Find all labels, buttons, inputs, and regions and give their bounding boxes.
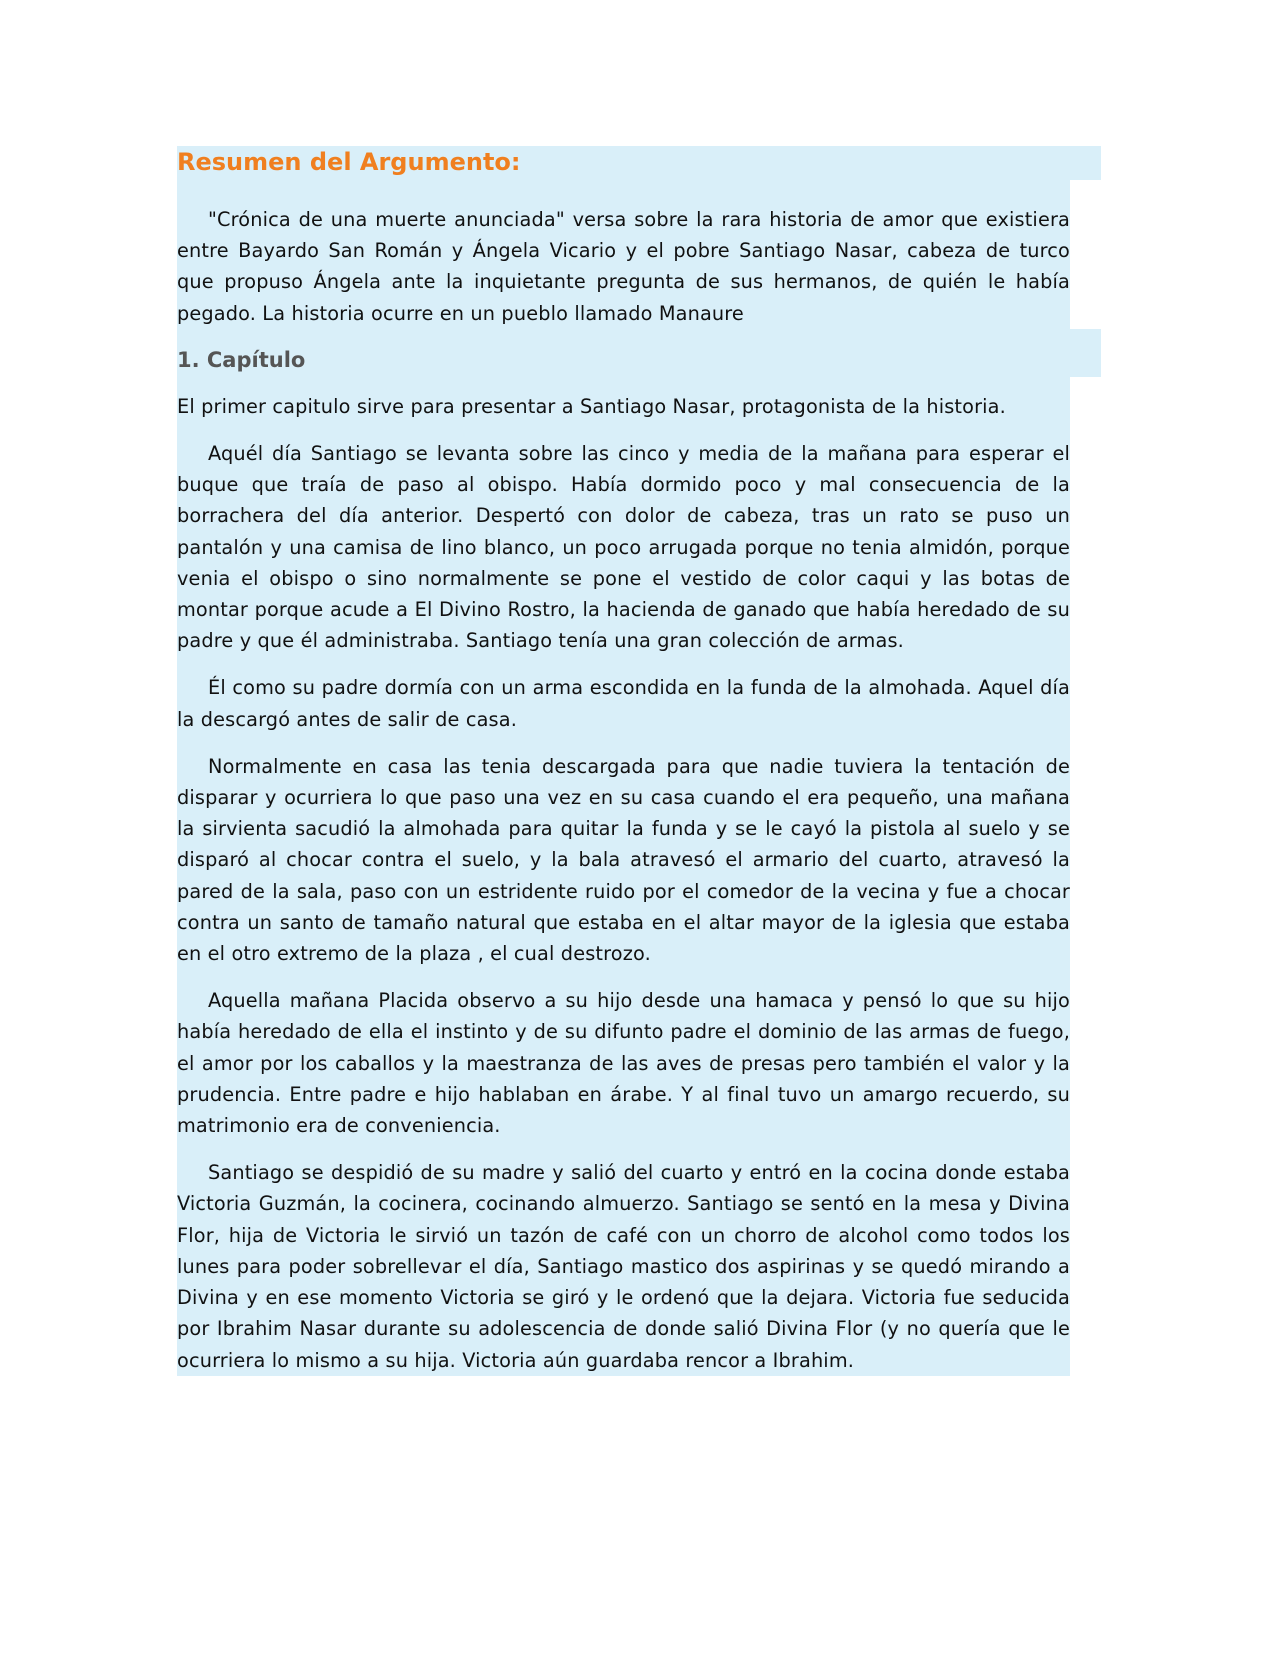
body-paragraph: Aquella mañana Placida observo a su hijo desde una hamaca y pensó lo que su hijo había heredado de ella el instinto y de su difunto padre el dominio de las armas de fuego, el amor por los caballos y la maestranza de las aves de presas pero también el valor y la prudencia. Entre padre e hijo hablaban en árabe. Y al final tuvo un amargo recuerdo, su matrimonio era de conveniencia. (177, 989, 1070, 1138)
document-body (177, 146, 1101, 1376)
chapter-intro: El primer capitulo sirve para presentar a Santiago Nasar, protagonista de la historia. (177, 394, 1006, 418)
body-paragraph: Él como su padre dormía con un arma escondida en la funda de la almohada. Aquel día la descargó antes de salir de casa. (177, 676, 1070, 731)
body-paragraph: Aquél día Santiago se levanta sobre las cinco y media de la mañana para esperar el buque que traía de paso al obispo. Había dormido poco y mal consecuencia de la borrachera del día anterior. Despertó con dolor de cabeza, tras un rato se puso un pantalón y una camisa de lino blanco, un poco arrugada porque no tenia almidón, porque venia el obispo o sino normalmente se pone el vestido de color caqui y las botas de montar porque acude a El Divino Rostro, la hacienda de ganado que había heredado de su padre y que él administraba. Santiago tenía una gran colección de armas. (177, 442, 1070, 653)
summary-paragraph: "Crónica de una muerte anunciada" versa sobre la rara historia de amor que existiera entre Bayardo San Román y Ángela Vicario y el pobre Santiago Nasar, cabeza de turco que propuso Ángela ante la inquietante pregunta de sus hermanos, de quién le había pegado. La historia ocurre en un pueblo llamado Manaure (177, 208, 1070, 325)
summary-heading-band (177, 146, 1101, 180)
chapter-heading: 1. Capítulo (177, 347, 306, 372)
body-paragraph: Normalmente en casa las tenia descargada para que nadie tuviera la tentación de disparar y ocurriera lo que paso una vez en su casa cuando el era pequeño, una mañana la sirvienta sacudió la almohada para quitar la funda y se le cayó la pistola al suelo y se disparó al chocar contra el suelo, y la bala atravesó el armario del cuarto, atravesó la pared de la sala, paso con un estridente ruido por el comedor de la vecina y fue a chocar contra un santo de tamaño natural que estaba en el altar mayor de la iglesia que estaba en el otro extremo de la plaza , el cual destrozo. (177, 754, 1070, 966)
summary-band (177, 180, 1070, 329)
summary-heading: Resumen del Argumento: (177, 148, 521, 176)
body-paragraph: Santiago se despidió de su madre y salió del cuarto y entró en la cocina donde estaba Victoria Guzmán, la cocinera, cocinando almuerzo. Santiago se sentó en la mesa y Divina Flor, hija de Victoria le sirvió un tazón de café con un chorro de alcohol como todos los lunes para poder sobrellevar el día, Santiago mastico dos aspirinas y se quedó mirando a Divina y en ese momento Victoria se giró y le ordenó que la dejara. Victoria fue seducida por Ibrahim Nasar durante su adolescencia de donde salió Divina Flor (y no quería que le ocurriera lo mismo a su hija. Victoria aún guardaba rencor a Ibrahim. (177, 1161, 1070, 1372)
chapter-heading-band (177, 329, 1101, 377)
chapter-body-band (177, 377, 1070, 1376)
